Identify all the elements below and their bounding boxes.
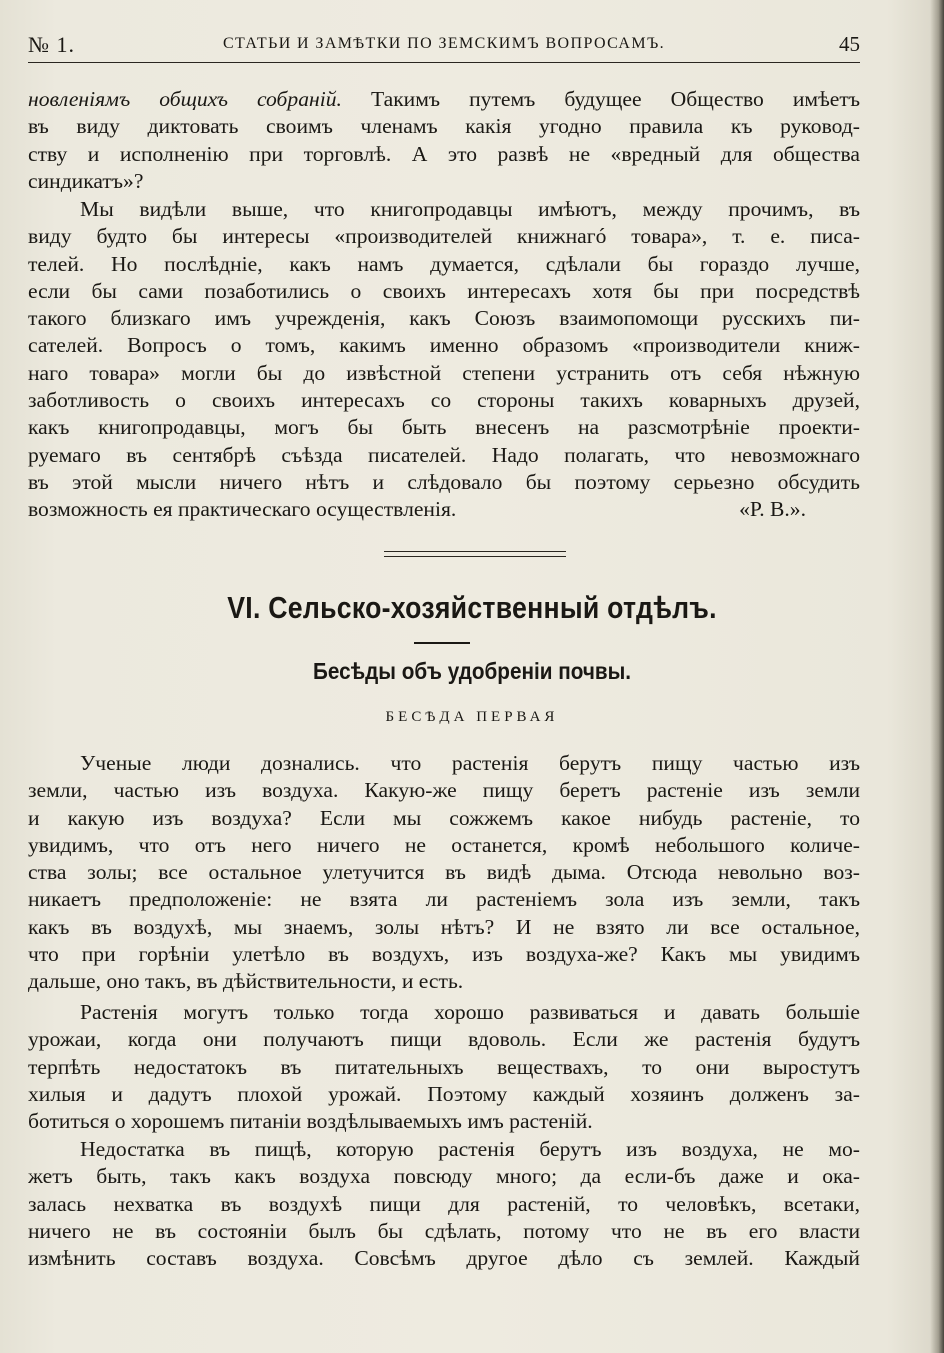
text-line: если бы сами позаботились о своихъ интересахъ хотя бы при посредствѣ bbox=[28, 278, 860, 303]
text-line: и какую изъ воздуха? Если мы сожжемъ какое нибудь растеніе, то bbox=[28, 805, 860, 830]
text-line: синдикатъ»? bbox=[28, 168, 144, 193]
text-fragment: возможность ея практическаго осуществленія. bbox=[28, 497, 457, 522]
text-line: Мы видѣли выше, что книгопродавцы имѣютъ, между прочимъ, въ bbox=[80, 197, 860, 221]
text-line: Растенія могутъ только тогда хорошо развиваться и давать большіе bbox=[80, 1000, 860, 1024]
text-line: измѣнить составъ воздуха. Совсѣмъ другое дѣло съ землей. Каждый bbox=[28, 1246, 860, 1271]
text-line: заботливость о своихъ интересахъ со стороны такихъ коварныхъ друзей, bbox=[28, 388, 860, 413]
page-number: 45 bbox=[839, 32, 860, 56]
text-line bbox=[28, 496, 860, 523]
conversation-label: БЕСѢДА ПЕРВАЯ bbox=[385, 709, 559, 725]
text-fragment: Такимъ путемъ будущее Общество имѣетъ bbox=[341, 87, 860, 111]
article-subtitle: Бесѣды объ удобреніи почвы. bbox=[312, 658, 632, 684]
text-line: въ виду диктовать своимъ членамъ какія угодно правила къ руковод- bbox=[28, 114, 860, 139]
text-line: Недостатка въ пищѣ, которую растенія берутъ изъ воздуха, не мо- bbox=[80, 1137, 860, 1161]
paragraph-plants-food bbox=[28, 750, 860, 996]
paragraph-booksellers bbox=[28, 196, 860, 524]
text-line: сателей. Вопросъ о томъ, какимъ именно образомъ «производители книж- bbox=[28, 333, 860, 358]
text-line: дальше, оно такъ, въ дѣйствительности, и есть. bbox=[28, 969, 464, 994]
text-line: какъ въ воздухѣ, мы знаемъ, золы нѣтъ? И не взято ли все остальное, bbox=[28, 914, 860, 939]
text-line: руемаго въ сентябрѣ съѣзда писателей. Надо полагать, что невозможнаго bbox=[28, 442, 860, 467]
section-divider bbox=[384, 551, 566, 557]
text-line: урожаи, когда они получаютъ пищи вдоволь. Если же растенія будутъ bbox=[28, 1027, 860, 1052]
text-line: такого близкаго имъ учрежденія, какъ Союзъ взаимопомощи русскихъ пи- bbox=[28, 306, 860, 331]
running-header bbox=[28, 30, 860, 64]
text-line: хилыя и дадутъ плохой урожай. Поэтому каждый хозяинъ долженъ за- bbox=[28, 1081, 860, 1106]
section-title: VI. Сельско-хозяйственный отдѣлъ. bbox=[227, 590, 717, 625]
paragraph-harvest bbox=[28, 999, 860, 1135]
text-line: телей. Но послѣдніе, какъ намъ думается, сдѣлали бы гораздо лучше, bbox=[28, 251, 860, 276]
running-title: СТАТЬИ И ЗАМѢТКИ ПО ЗЕМСКИМЪ ВОПРОСАМЪ. bbox=[222, 35, 666, 52]
text-line bbox=[28, 86, 860, 113]
text-line: терпѣть недостатокъ въ питательныхъ веществахъ, то они выростутъ bbox=[28, 1054, 860, 1079]
text-line: увидимъ, что отъ него ничего не останется, кромѣ небольшого количе- bbox=[28, 832, 860, 857]
title-rule bbox=[414, 642, 470, 644]
text-line: ству и исполненію при торговлѣ. А это развѣ не «вредный для общества bbox=[28, 141, 860, 166]
author-signature: «Р. В.». bbox=[739, 497, 806, 522]
text-line: залась нехватка въ воздухѣ пищи для растеній, то человѣкъ, всетаки, bbox=[28, 1191, 860, 1216]
paragraph-air-and-soil bbox=[28, 1136, 860, 1272]
page-edge-shadow bbox=[930, 0, 944, 1353]
text-line: ничего не въ состояніи былъ бы сдѣлать, потому что не въ его власти bbox=[28, 1218, 860, 1243]
text-line: какъ книгопродавцы, могъ бы быть внесенъ на разсмотрѣніе проекти- bbox=[28, 415, 860, 440]
text-line: жетъ быть, такъ какъ воздуха повсюду много; да если-бъ даже и ока- bbox=[28, 1164, 860, 1189]
text-line: что при горѣніи улетѣло въ воздухъ, изъ воздуха-же? Какъ мы увидимъ bbox=[28, 942, 860, 967]
text-line: виду будто бы интересы «производителей книжнагó товара», т. е. писа- bbox=[28, 224, 860, 249]
italic-phrase: новленіямъ общихъ собраній. bbox=[28, 87, 342, 111]
text-line: въ этой мысли ничего нѣтъ и слѣдовало бы поэтому серьезно обсудить bbox=[28, 469, 860, 494]
header-rule bbox=[28, 62, 860, 63]
text-line: Ученые люди дознались. что растенія берутъ пищу частью изъ bbox=[80, 751, 860, 775]
text-line: ботиться о хорошемъ питаніи воздѣлываемыхъ имъ растеній. bbox=[28, 1109, 593, 1134]
text-line: земли, частью изъ воздуха. Какую-же пищу беретъ растеніе изъ земли bbox=[28, 778, 860, 803]
paragraph-continued bbox=[28, 86, 860, 195]
text-line: ства золы; все остальное улетучится въ видѣ дыма. Отсюда невольно воз- bbox=[28, 860, 860, 885]
text-line: наго товара» могли бы до извѣстной степени устранить отъ себя нѣжную bbox=[28, 360, 860, 385]
issue-number: № 1. bbox=[28, 32, 75, 57]
text-line: никаетъ предположеніе: не взята ли растеніемъ зола изъ земли, такъ bbox=[28, 887, 860, 912]
